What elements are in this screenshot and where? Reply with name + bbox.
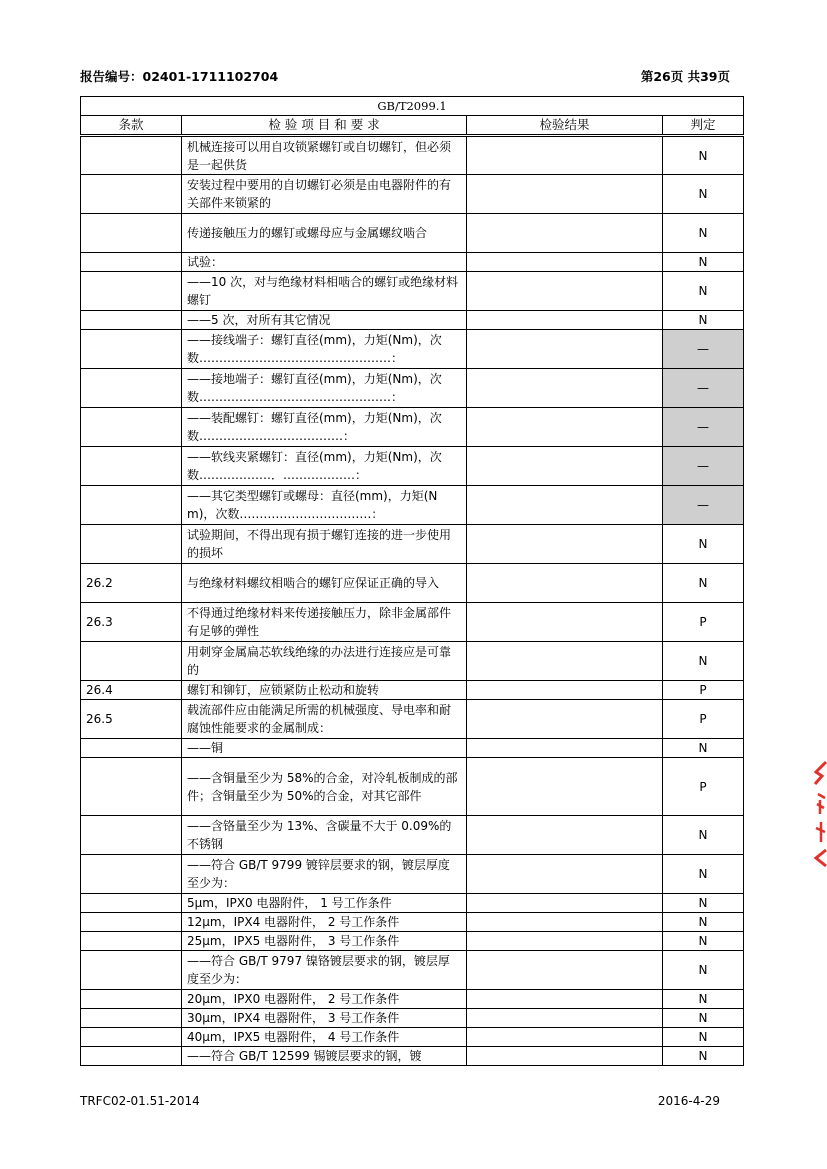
clause-cell: 26.3 <box>81 603 182 642</box>
table-row <box>81 1009 744 1028</box>
result-cell <box>467 175 663 214</box>
requirement-cell: 25μm，IPX5 电器附件， 3 号工作条件 <box>182 932 467 951</box>
result-cell <box>467 758 663 816</box>
result-cell <box>467 525 663 564</box>
clause-cell <box>81 951 182 990</box>
clause-cell <box>81 1009 182 1028</box>
requirement-cell: 传递接触压力的螺钉或螺母应与金属螺纹啮合 <box>182 214 467 253</box>
verdict-cell: N <box>663 272 744 311</box>
table-row <box>81 175 744 214</box>
clause-cell <box>81 990 182 1009</box>
table-row <box>81 408 744 447</box>
verdict-cell: N <box>663 894 744 913</box>
requirement-cell: 安装过程中要用的自切螺钉必须是由电器附件的有关部件来锁紧的 <box>182 175 467 214</box>
col-clause: 条款 <box>81 116 182 136</box>
result-cell <box>467 700 663 739</box>
table-row <box>81 681 744 700</box>
requirement-cell: ——接地端子：螺钉直径(mm)，力矩(Nm)，次数…………………………………………： <box>182 369 467 408</box>
table-row <box>81 855 744 894</box>
requirement-cell: 不得通过绝缘材料来传递接触压力，除非金属部件有足够的弹性 <box>182 603 467 642</box>
requirement-cell: 12μm，IPX4 电器附件， 2 号工作条件 <box>182 913 467 932</box>
result-cell <box>467 1028 663 1047</box>
clause-cell <box>81 525 182 564</box>
clause-cell: 26.4 <box>81 681 182 700</box>
table-row <box>81 214 744 253</box>
result-cell <box>467 816 663 855</box>
requirement-cell: ——符合 GB/T 12599 锡镀层要求的钢，镀 <box>182 1047 467 1066</box>
table-row <box>81 951 744 990</box>
verdict-cell: N <box>663 855 744 894</box>
result-cell <box>467 1009 663 1028</box>
verdict-cell: N <box>663 253 744 272</box>
table-row <box>81 1028 744 1047</box>
verdict-cell: N <box>663 311 744 330</box>
verdict-cell: N <box>663 1028 744 1047</box>
result-cell <box>467 486 663 525</box>
table-row <box>81 447 744 486</box>
result-cell <box>467 990 663 1009</box>
table-row <box>81 894 744 913</box>
table-row <box>81 913 744 932</box>
requirement-cell: ——5 次，对所有其它情况 <box>182 311 467 330</box>
verdict-cell: N <box>663 990 744 1009</box>
requirement-cell: 机械连接可以用自攻锁紧螺钉或自切螺钉，但必须是一起供货 <box>182 136 467 175</box>
clause-cell <box>81 739 182 758</box>
result-cell <box>467 564 663 603</box>
clause-cell <box>81 330 182 369</box>
requirement-cell: ——其它类型螺钉或螺母：直径(mm)，力矩(Nm)，次数……………………………： <box>182 486 467 525</box>
clause-cell: 26.2 <box>81 564 182 603</box>
table-row <box>81 564 744 603</box>
result-cell <box>467 913 663 932</box>
requirement-cell: ——含铬量至少为 13%、含碳量不大于 0.09%的不锈钢 <box>182 816 467 855</box>
result-cell <box>467 642 663 681</box>
table-row <box>81 330 744 369</box>
standard-row <box>81 97 744 116</box>
verdict-cell: — <box>663 408 744 447</box>
verdict-cell: N <box>663 1047 744 1066</box>
requirement-cell: ——10 次，对与绝缘材料相啮合的螺钉或绝缘材料螺钉 <box>182 272 467 311</box>
requirement-cell: 20μm，IPX0 电器附件， 2 号工作条件 <box>182 990 467 1009</box>
clause-cell <box>81 1047 182 1066</box>
clause-cell <box>81 855 182 894</box>
table-row <box>81 369 744 408</box>
verdict-cell: N <box>663 564 744 603</box>
col-requirement: 检 验 项 目 和 要 求 <box>182 116 467 136</box>
requirement-cell: 试验期间，不得出现有损于螺钉连接的进一步使用的损坏 <box>182 525 467 564</box>
requirement-cell: 30μm，IPX4 电器附件， 3 号工作条件 <box>182 1009 467 1028</box>
clause-cell <box>81 913 182 932</box>
clause-cell <box>81 932 182 951</box>
requirement-cell: ——符合 GB/T 9799 镀锌层要求的钢，镀层厚度至少为： <box>182 855 467 894</box>
requirement-cell: ——软线夹紧螺钉：直径(mm)，力矩(Nm)，次数………………．………………： <box>182 447 467 486</box>
verdict-cell: — <box>663 330 744 369</box>
result-cell <box>467 739 663 758</box>
requirement-cell: 用刺穿金属扁芯软线绝缘的办法进行连接应是可靠的 <box>182 642 467 681</box>
form-number: TRFC02-01.51-2014 <box>80 1094 200 1108</box>
result-cell <box>467 214 663 253</box>
clause-cell <box>81 214 182 253</box>
clause-cell <box>81 486 182 525</box>
clause-cell <box>81 894 182 913</box>
requirement-cell: 试验： <box>182 253 467 272</box>
table-row <box>81 603 744 642</box>
verdict-cell: P <box>663 758 744 816</box>
verdict-cell: N <box>663 913 744 932</box>
verdict-cell: N <box>663 739 744 758</box>
result-cell <box>467 272 663 311</box>
verdict-cell: P <box>663 700 744 739</box>
page-indicator: 第26页 共39页 <box>640 69 730 84</box>
standard-title: GB/T2099.1 <box>81 97 744 116</box>
table-row <box>81 739 744 758</box>
result-cell <box>467 855 663 894</box>
result-cell <box>467 951 663 990</box>
result-cell <box>467 253 663 272</box>
verdict-cell: N <box>663 136 744 175</box>
result-cell <box>467 311 663 330</box>
verdict-cell: N <box>663 642 744 681</box>
requirement-cell: 40μm，IPX5 电器附件， 4 号工作条件 <box>182 1028 467 1047</box>
requirement-cell: 载流部件应由能满足所需的机械强度、导电率和耐腐蚀性能要求的金属制成： <box>182 700 467 739</box>
verdict-cell: N <box>663 175 744 214</box>
verdict-cell: — <box>663 447 744 486</box>
result-cell <box>467 369 663 408</box>
requirement-cell: ——含铜量至少为 58%的合金，对冷轧板制成的部件；含铜量至少为 50%的合金，对其它部件 <box>182 758 467 816</box>
requirement-cell: ——铜 <box>182 739 467 758</box>
result-cell <box>467 330 663 369</box>
table-row <box>81 816 744 855</box>
column-header-row <box>81 116 744 136</box>
seal-stamp-fragment <box>812 758 827 868</box>
clause-cell <box>81 758 182 816</box>
clause-cell <box>81 816 182 855</box>
verdict-cell: P <box>663 603 744 642</box>
col-result: 检验结果 <box>467 116 663 136</box>
report-number: 报告编号：02401-1711102704 <box>80 69 279 84</box>
result-cell <box>467 681 663 700</box>
result-cell <box>467 603 663 642</box>
requirement-cell: ——符合 GB/T 9797 镍铬镀层要求的钢，镀层厚度至少为： <box>182 951 467 990</box>
clause-cell <box>81 272 182 311</box>
verdict-cell: N <box>663 951 744 990</box>
table-row <box>81 272 744 311</box>
clause-cell <box>81 447 182 486</box>
clause-cell <box>81 642 182 681</box>
clause-cell <box>81 175 182 214</box>
result-cell <box>467 447 663 486</box>
table-row <box>81 700 744 739</box>
table-row <box>81 932 744 951</box>
table-row <box>81 253 744 272</box>
clause-cell <box>81 253 182 272</box>
result-cell <box>467 408 663 447</box>
result-cell <box>467 1047 663 1066</box>
clause-cell: 26.5 <box>81 700 182 739</box>
clause-cell <box>81 408 182 447</box>
result-cell <box>467 894 663 913</box>
table-row <box>81 990 744 1009</box>
clause-cell <box>81 1028 182 1047</box>
verdict-cell: — <box>663 369 744 408</box>
verdict-cell: P <box>663 681 744 700</box>
col-verdict: 判定 <box>663 116 744 136</box>
table-row <box>81 1047 744 1066</box>
inspection-table <box>80 96 744 1066</box>
table-row <box>81 311 744 330</box>
result-cell <box>467 136 663 175</box>
table-row <box>81 642 744 681</box>
requirement-cell: ——装配螺钉：螺钉直径(mm)，力矩(Nm)，次数………………………………： <box>182 408 467 447</box>
verdict-cell: N <box>663 214 744 253</box>
table-row <box>81 136 744 175</box>
verdict-cell: N <box>663 1009 744 1028</box>
requirement-cell: 螺钉和铆钉，应锁紧防止松动和旋转 <box>182 681 467 700</box>
footer-date: 2016-4-29 <box>657 1094 720 1108</box>
requirement-cell: 与绝缘材料螺纹相啮合的螺钉应保证正确的导入 <box>182 564 467 603</box>
requirement-cell: ——接线端子：螺钉直径(mm)，力矩(Nm)，次数…………………………………………： <box>182 330 467 369</box>
table-row <box>81 525 744 564</box>
clause-cell <box>81 369 182 408</box>
verdict-cell: N <box>663 932 744 951</box>
table-row <box>81 486 744 525</box>
verdict-cell: N <box>663 525 744 564</box>
verdict-cell: N <box>663 816 744 855</box>
verdict-cell: — <box>663 486 744 525</box>
clause-cell <box>81 311 182 330</box>
requirement-cell: 5μm，IPX0 电器附件， 1 号工作条件 <box>182 894 467 913</box>
clause-cell <box>81 136 182 175</box>
table-row <box>81 758 744 816</box>
result-cell <box>467 932 663 951</box>
